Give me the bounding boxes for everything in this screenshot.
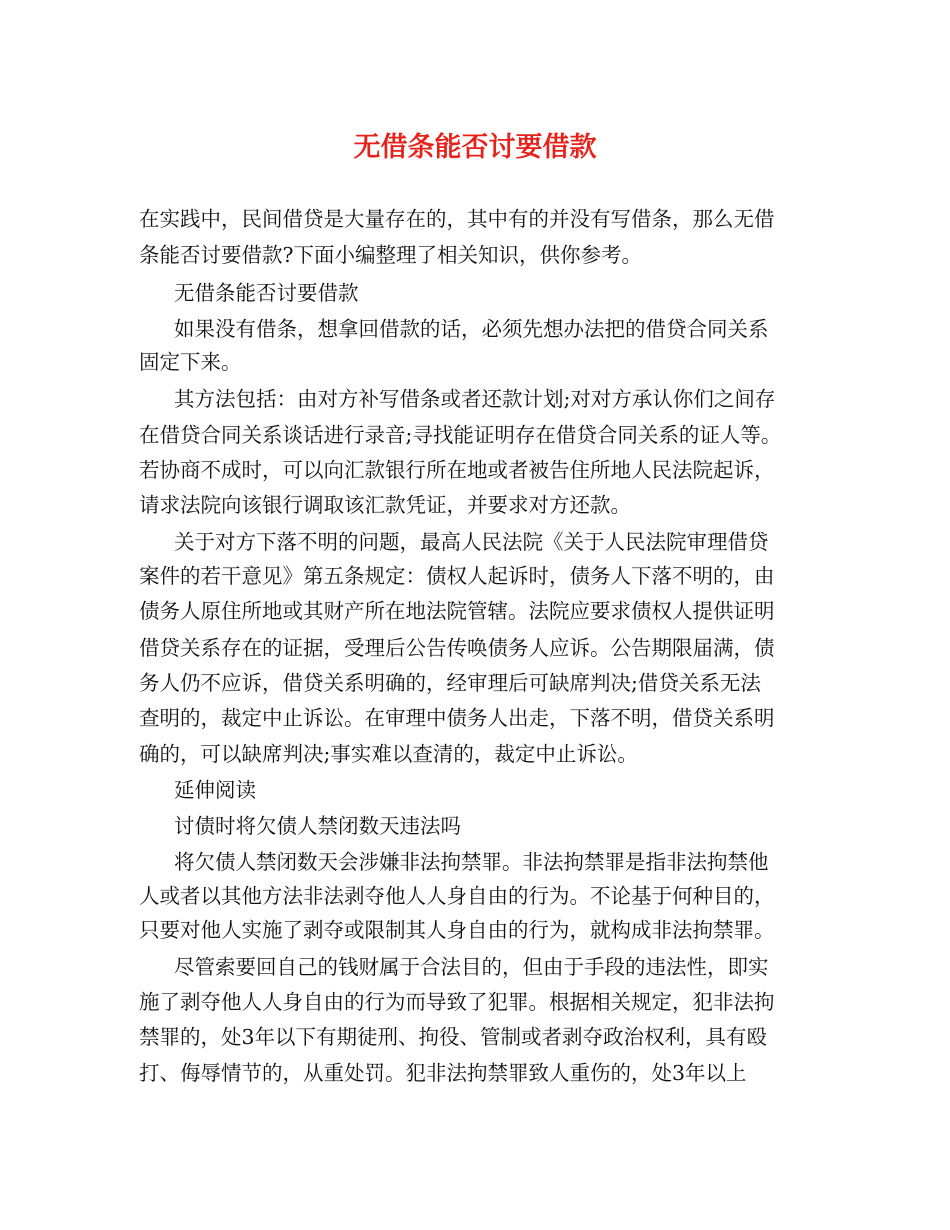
body-line: 固定下来。 xyxy=(139,350,242,374)
body-line: 条能否讨要借款?下面小编整理了相关知识，供你参考。 xyxy=(139,243,642,267)
body-line: 其方法包括：由对方补写借条或者还款计划;对对方承认你们之间存 xyxy=(174,387,776,411)
body-line: 尽管索要回自己的钱财属于合法目的，但由于手段的违法性，即实 xyxy=(174,955,769,979)
body-line: 务人仍不应诉，借贷关系明确的，经审理后可缺席判决;借贷关系无法 xyxy=(139,671,761,695)
section-heading: 延伸阅读 xyxy=(174,778,256,802)
body-line: 施了剥夺他人人身自由的行为而导致了犯罪。根据相关规定，犯非法拘 xyxy=(139,990,775,1014)
body-line: 确的，可以缺席判决;事实难以查清的，裁定中止诉讼。 xyxy=(139,742,638,766)
body-line: 禁罪的，处3年以下有期徒刑、拘役、管制或者剥夺政治权利，具有殴 xyxy=(139,1025,768,1049)
body-line: 案件的若干意见》第五条规定：债权人起诉时，债务人下落不明的，由 xyxy=(139,564,775,588)
body-line: 打、侮辱情节的，从重处罚。犯非法拘禁罪致人重伤的，处3年以上 xyxy=(139,1061,747,1085)
body-line: 查明的，裁定中止诉讼。在审理中债务人出走，下落不明，借贷关系明 xyxy=(139,706,775,730)
body-line: 将欠债人禁闭数天会涉嫌非法拘禁罪。非法拘禁罪是指非法拘禁他 xyxy=(174,850,769,874)
body-line: 借贷关系存在的证据，受理后公告传唤债务人应诉。公告期限届满，债 xyxy=(139,636,775,660)
body-line: 人或者以其他方法非法剥夺他人人身自由的行为。不论基于何种目的， xyxy=(139,884,775,908)
body-line: 在实践中，民间借贷是大量存在的，其中有的并没有写借条，那么无借 xyxy=(139,207,775,231)
body-line: 请求法院向该银行调取该汇款凭证，并要求对方还款。 xyxy=(139,493,631,517)
body-line: 如果没有借条，想拿回借款的话，必须先想办法把的借贷合同关系 xyxy=(174,317,769,341)
section-heading: 无借条能否讨要借款 xyxy=(174,281,359,305)
body-line: 在借贷合同关系谈话进行录音;寻找能证明存在借贷合同关系的证人等。 xyxy=(139,423,782,447)
body-line: 只要对他人实施了剥夺或限制其人身自由的行为，就构成非法拘禁罪。 xyxy=(139,918,775,942)
body-line: 若协商不成时，可以向汇款银行所在地或者被告住所地人民法院起诉， xyxy=(139,458,775,482)
section-heading: 讨债时将欠债人禁闭数天违法吗 xyxy=(174,814,461,838)
body-line: 债务人原住所地或其财产所在地法院管辖。法院应要求债权人提供证明 xyxy=(139,599,775,623)
document-title: 无借条能否讨要借款 xyxy=(353,132,597,163)
body-line: 关于对方下落不明的问题，最高人民法院《关于人民法院审理借贷 xyxy=(174,530,769,554)
